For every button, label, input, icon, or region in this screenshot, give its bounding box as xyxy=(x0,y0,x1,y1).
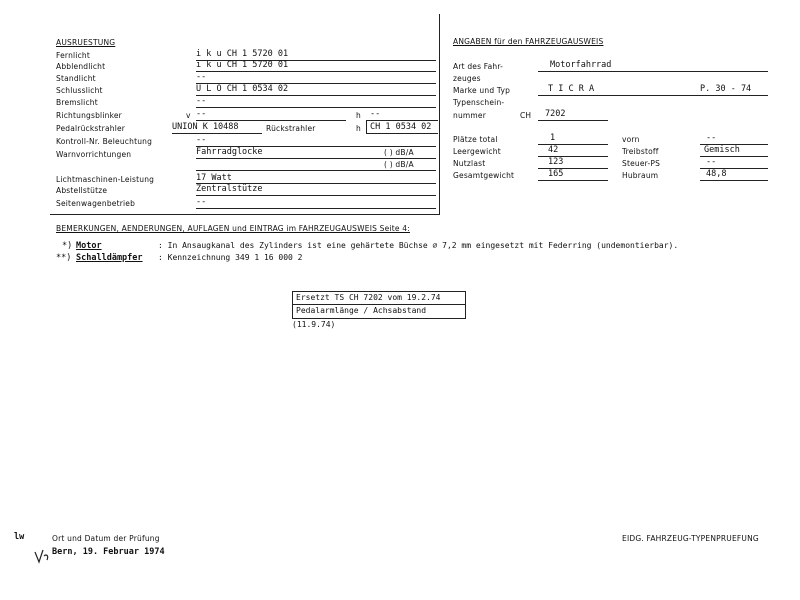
column-divider xyxy=(439,14,440,214)
vehicle-payload-label: Nutzlast xyxy=(453,159,486,168)
equipment-label-bremslicht: Bremslicht xyxy=(56,98,98,107)
footer-authority: EIDG. FAHRZEUG-TYPENPRUEFUNG xyxy=(622,534,759,543)
vehicle-cert-value: 7202 xyxy=(545,109,566,119)
stamp-date: (11.9.74) xyxy=(292,320,336,329)
remark-2-marker: **) xyxy=(56,253,72,263)
vehicle-brand-value: T I C R A xyxy=(548,84,595,94)
blinker-front-mark: v xyxy=(186,111,191,120)
vehicle-seats-label: Plätze total xyxy=(453,135,498,144)
remark-2-label: Schalldämpfer xyxy=(76,253,143,263)
remark-1-label: Motor xyxy=(76,241,102,251)
vehicle-type-label-1: Art des Fahr- xyxy=(453,62,504,71)
equipment-label-richtungsblinker: Richtungsblinker xyxy=(56,111,122,120)
vehicle-fuel-value: Gemisch xyxy=(704,145,740,155)
equipment-value-seitenwagen: -- xyxy=(196,197,207,207)
remarks-heading: BEMERKUNGEN, AENDERUNGEN, AUFLAGEN und EINTRAG im FAHRZEUGAUSWEIS Seite 4: xyxy=(56,224,410,233)
equipment-label-standlicht: Standlicht xyxy=(56,74,96,83)
vehicle-gross-weight-value: 165 xyxy=(548,169,564,179)
equipment-label-schlusslicht: Schlusslicht xyxy=(56,86,103,95)
vehicle-tax-hp-value: -- xyxy=(706,157,717,167)
reflector-label: Rückstrahler xyxy=(266,124,316,133)
equipment-label-abblendlicht: Abblendlicht xyxy=(56,62,106,71)
blinker-rear-mark: h xyxy=(356,111,361,120)
vehicle-payload-value: 123 xyxy=(548,157,564,167)
equipment-value-pedalrueckstrahler: UNION K 10488 xyxy=(172,122,239,132)
section-divider xyxy=(50,214,440,215)
vehicle-cert-label-1: Typenschein- xyxy=(453,98,505,107)
vehicle-seats-value: 1 xyxy=(550,133,556,143)
equipment-value-abblendlicht: i k u CH 1 5720 01 xyxy=(196,60,289,70)
equipment-heading: AUSRUESTUNG xyxy=(56,38,116,47)
stamp-line-2: Pedalarmlänge / Achsabstand xyxy=(296,306,427,315)
equipment-value-schlusslicht: U L O CH 1 0534 02 xyxy=(196,84,289,94)
remark-1-text: : In Ansaugkanal des Zylinders ist eine gehärtete Büchse ∅ 7,2 mm eingesetzt mit Federring (undemontierbar). xyxy=(158,241,679,250)
vehicle-front-value: -- xyxy=(706,133,717,143)
vehicle-brand-code: P. 30 - 74 xyxy=(700,84,752,94)
vehicle-displacement-label: Hubraum xyxy=(622,171,659,180)
equipment-value-standlicht: -- xyxy=(196,72,207,82)
blinker-rear-value: -- xyxy=(370,109,381,119)
equipment-value-warnvorrichtungen: Fahrradglocke xyxy=(196,147,263,157)
footer-place-label: Ort und Datum der Prüfung xyxy=(52,534,160,543)
vehicle-displacement-value: 48,8 xyxy=(706,169,727,179)
reflector-rear-value: CH 1 0534 02 xyxy=(370,122,432,132)
equipment-label-abstellstuetze: Abstellstütze xyxy=(56,186,108,195)
reflector-rear-mark: h xyxy=(356,124,361,133)
remark-1-marker: *) xyxy=(62,241,73,251)
footer-initials: lw xyxy=(14,532,25,542)
equipment-label-kontroll-nr: Kontroll-Nr. Beleuchtung xyxy=(56,137,153,146)
db-unit-1: ( ) dB/A xyxy=(384,148,414,157)
equipment-label-fernlicht: Fernlicht xyxy=(56,51,91,60)
vehicle-heading: ANGABEN für den FAHRZEUGAUSWEIS xyxy=(453,37,604,46)
stamp-line-1: Ersetzt TS CH 7202 vom 19.2.74 xyxy=(296,293,441,302)
vehicle-empty-weight-label: Leergewicht xyxy=(453,147,501,156)
vehicle-tax-hp-label: Steuer-PS xyxy=(622,159,661,168)
equipment-label-lichtmaschine: Lichtmaschinen-Leistung xyxy=(56,175,155,184)
equipment-label-warnvorrichtungen: Warnvorrichtungen xyxy=(56,150,132,159)
vehicle-cert-prefix: CH xyxy=(520,111,532,120)
equipment-label-seitenwagen: Seitenwagenbetrieb xyxy=(56,199,136,208)
vehicle-gross-weight-label: Gesamtgewicht xyxy=(453,171,515,180)
equipment-value-richtungsblinker: -- xyxy=(196,109,207,119)
vehicle-type-value: Motorfahrrad xyxy=(550,60,612,70)
equipment-value-kontroll-nr: -- xyxy=(196,135,207,145)
remark-2-text: : Kennzeichnung 349 1 16 000 2 xyxy=(158,253,303,262)
signature-mark xyxy=(32,546,52,568)
equipment-value-lichtmaschine: 17 Watt xyxy=(196,173,232,183)
equipment-label-pedalrueckstrahler: Pedalrückstrahler xyxy=(56,124,126,133)
footer-place-value: Bern, 19. Februar 1974 xyxy=(52,547,165,557)
equipment-value-bremslicht: -- xyxy=(196,96,207,106)
db-unit-2: ( ) dB/A xyxy=(384,160,414,169)
equipment-value-abstellstuetze: Zentralstütze xyxy=(196,184,263,194)
vehicle-brand-label: Marke und Typ xyxy=(453,86,511,95)
vehicle-type-label-2: zeuges xyxy=(453,74,481,83)
equipment-value-fernlicht: i k u CH 1 5720 01 xyxy=(196,49,289,59)
vehicle-front-label: vorn xyxy=(622,135,640,144)
vehicle-cert-label-2: nummer xyxy=(453,111,487,120)
vehicle-empty-weight-value: 42 xyxy=(548,145,559,155)
vehicle-fuel-label: Treibstoff xyxy=(622,147,659,156)
